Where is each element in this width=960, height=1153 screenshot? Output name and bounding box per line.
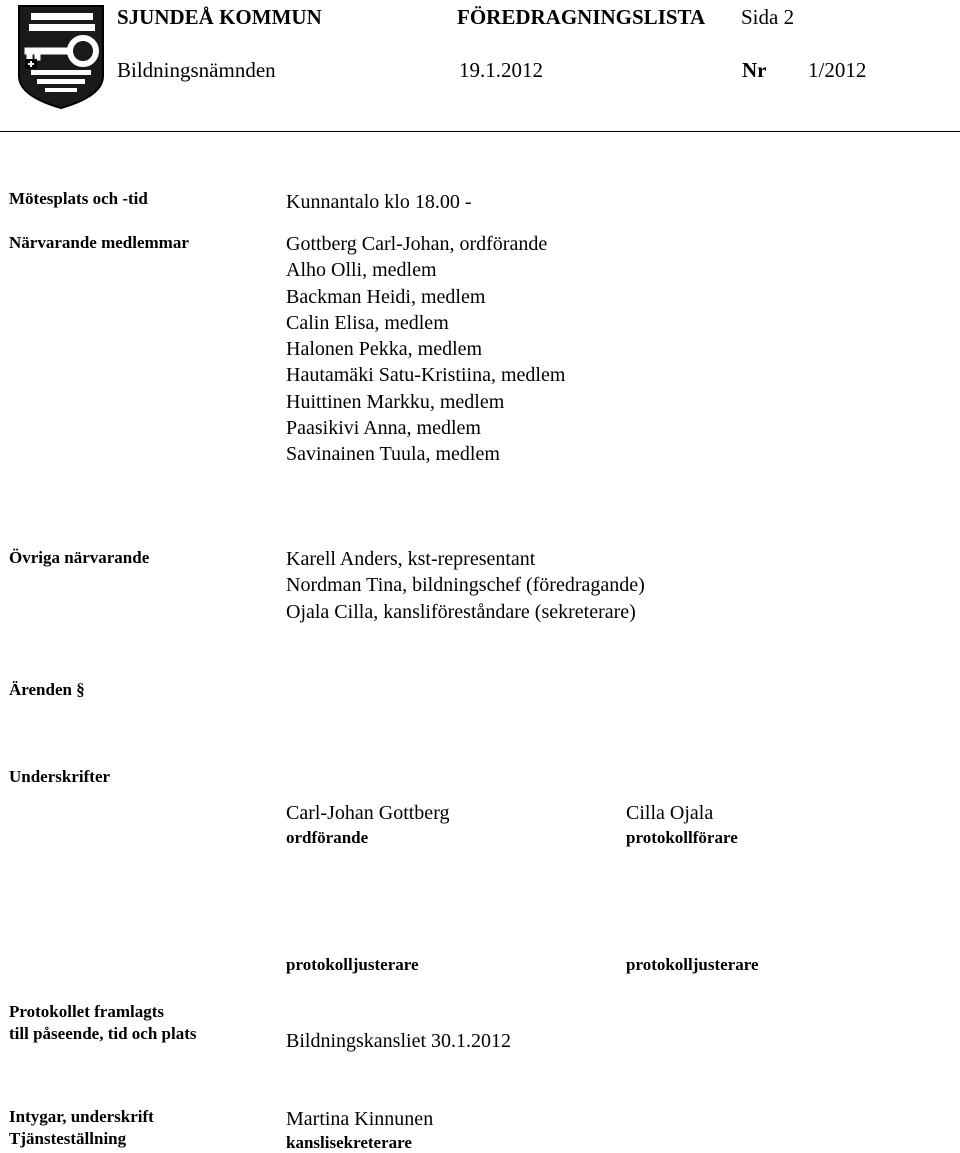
certifier-title: kanslisekreterare [286,1133,412,1152]
members-list [286,231,565,468]
board-name: Bildningsnämnden [117,58,276,82]
meeting-date: 19.1.2012 [459,58,543,82]
municipality-name: SJUNDEÅ KOMMUN [117,5,322,29]
display-value: Bildningskansliet 30.1.2012 [286,1030,511,1052]
adjuster-title-2: protokolljusterare [626,955,759,974]
certificate-label-line2: Tjänsteställning [9,1129,127,1148]
members-label: Närvarande medlemmar [9,233,189,252]
list-item: Nordman Tina, bildningschef (föredragande) [286,574,645,597]
display-label-line2: till påseende, tid och plats [9,1024,197,1043]
secretary-title: protokollförare [626,828,738,847]
document-type: FÖREDRAGNINGSLISTA [457,5,706,29]
secretary-name: Cilla Ojala [626,802,714,824]
meeting-place-value: Kunnantalo klo 18.00 - [286,191,472,213]
list-item: Ojala Cilla, kansliföreståndare (sekreterare) [286,600,636,623]
list-item: Hautamäki Satu-Kristiina, medlem [286,364,566,387]
list-item: Backman Heidi, medlem [286,285,486,308]
municipality-crest-logo [17,4,105,110]
list-item: Calin Elisa, medlem [286,311,449,334]
chair-name: Carl-Johan Gottberg [286,802,450,824]
header-divider [0,131,960,132]
list-item: Paasikivi Anna, medlem [286,417,481,440]
list-item: Halonen Pekka, medlem [286,338,483,361]
nr-label: Nr [742,58,767,82]
list-item: Karell Anders, kst-representant [286,548,536,570]
others-label: Övriga närvarande [9,548,150,567]
nr-value: 1/2012 [808,58,867,82]
chair-title: ordförande [286,828,369,847]
others-list [286,546,645,625]
certifier-name: Martina Kinnunen [286,1108,434,1130]
list-item: Gottberg Carl-Johan, ordförande [286,233,548,255]
signatures-label: Underskrifter [9,767,111,786]
page-number: Sida 2 [741,5,795,29]
list-item: Savinainen Tuula, medlem [286,443,500,466]
list-item: Huittinen Markku, medlem [286,390,505,413]
meeting-place-label: Mötesplats och -tid [9,189,148,208]
certificate-label-line1: Intygar, underskrift [9,1107,154,1126]
items-label: Ärenden § [9,680,85,699]
list-item: Alho Olli, medlem [286,259,437,282]
adjuster-title-1: protokolljusterare [286,955,419,974]
display-label-line1: Protokollet framlagts [9,1002,165,1021]
